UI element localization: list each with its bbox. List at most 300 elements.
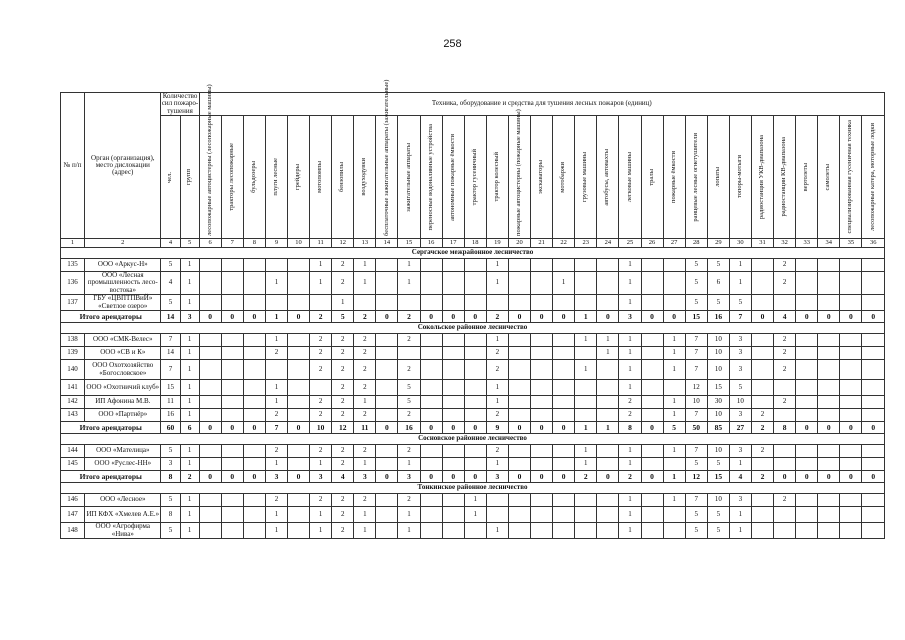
row-cell [531, 494, 553, 507]
row-cell [420, 360, 442, 380]
row-cell [818, 507, 840, 523]
header-tech-col-text: лесопожарные катера, моторные лодки [868, 123, 876, 232]
row-cell: 1 [619, 445, 641, 458]
row-cell: 1 [663, 396, 685, 409]
row-cell [464, 523, 486, 539]
row-cell [243, 396, 265, 409]
row-cell: 1 [619, 295, 641, 311]
row-cell [796, 507, 818, 523]
total-cell: 5 [663, 422, 685, 434]
row-cell [243, 347, 265, 360]
total-label: Итого арендаторы [61, 471, 161, 483]
row-cell [508, 409, 530, 422]
row-cell [862, 458, 885, 471]
total-cell: 0 [420, 311, 442, 323]
total-cell: 0 [531, 311, 553, 323]
row-cell [796, 295, 818, 311]
column-number: 29 [707, 239, 729, 248]
row-cell [774, 458, 796, 471]
row-cell [597, 380, 619, 396]
row-cell [508, 295, 530, 311]
row-number: 145 [61, 458, 85, 471]
total-cell: 0 [862, 471, 885, 483]
row-organization: ИП КФХ «Хмелев А.Е.» [85, 507, 161, 523]
row-organization: ГБУ «ЦВПТПВиЙ» «Светлое озеро» [85, 295, 161, 311]
header-organization: Орган (организация), место дислокации (адрес) [85, 93, 161, 239]
row-cell [663, 272, 685, 295]
header-tech-col [376, 79, 398, 239]
header-tech-col-text: грейдеры [294, 163, 302, 191]
row-cell: 2 [310, 360, 332, 380]
row-cell: 5 [161, 295, 180, 311]
header-tech-col [288, 116, 310, 239]
row-cell [508, 334, 530, 347]
row-cell [553, 507, 575, 523]
total-cell: 0 [221, 471, 243, 483]
column-number: 33 [796, 239, 818, 248]
row-cell [221, 380, 243, 396]
row-cell: 1 [398, 523, 420, 539]
row-cell: 1 [619, 272, 641, 295]
total-cell: 0 [862, 311, 885, 323]
row-cell: 2 [486, 445, 508, 458]
column-number: 8 [243, 239, 265, 248]
row-cell [818, 347, 840, 360]
column-number: 13 [354, 239, 376, 248]
row-cell: 1 [398, 272, 420, 295]
total-cell: 50 [685, 422, 707, 434]
row-cell [862, 360, 885, 380]
row-cell [751, 494, 773, 507]
row-cell [641, 494, 663, 507]
row-cell [442, 409, 464, 422]
row-cell [508, 272, 530, 295]
row-cell: 1 [310, 259, 332, 272]
row-cell [442, 259, 464, 272]
row-cell: 2 [486, 409, 508, 422]
row-cell [796, 409, 818, 422]
row-cell: 10 [707, 334, 729, 347]
header-tech-col [464, 116, 486, 239]
row-cell [486, 494, 508, 507]
row-cell: 2 [354, 445, 376, 458]
header-tech-col-text: экскаваторы [537, 160, 545, 194]
row-cell [575, 396, 597, 409]
header-tech-col [486, 116, 508, 239]
row-cell [663, 295, 685, 311]
page-number: 258 [443, 38, 462, 50]
row-cell: 1 [597, 334, 619, 347]
total-cell: 0 [641, 311, 663, 323]
row-number: 142 [61, 396, 85, 409]
row-cell [376, 458, 398, 471]
row-cell [818, 458, 840, 471]
row-cell [531, 272, 553, 295]
row-cell: 2 [310, 347, 332, 360]
row-cell: 1 [575, 360, 597, 380]
header-tech-col-text: плуги лесные [272, 158, 280, 196]
column-number: 14 [376, 239, 398, 248]
row-cell: 16 [161, 409, 180, 422]
header-tech-col-text: переносные водоналивные устройства [426, 123, 434, 231]
header-tech-group: Техника, оборудование и средства для тушения лесных пожаров (единиц) [199, 93, 884, 116]
table-row [61, 523, 885, 539]
row-cell [641, 259, 663, 272]
row-cell [862, 507, 885, 523]
row-cell [420, 409, 442, 422]
row-cell: 1 [354, 523, 376, 539]
total-cell: 0 [818, 471, 840, 483]
column-number: 11 [310, 239, 332, 248]
row-cell: 7 [161, 334, 180, 347]
row-cell: 5 [685, 295, 707, 311]
header-tech-col-text: бензопилы [338, 162, 346, 192]
total-cell: 0 [464, 311, 486, 323]
row-organization: ООО «СМК-Велес» [85, 334, 161, 347]
row-cell [243, 360, 265, 380]
row-cell: 1 [619, 458, 641, 471]
row-cell [575, 347, 597, 360]
row-cell: 1 [180, 409, 199, 422]
column-number: 34 [818, 239, 840, 248]
header-tech-col [862, 116, 885, 239]
row-cell: 2 [354, 334, 376, 347]
row-cell: 2 [332, 347, 354, 360]
row-cell [774, 295, 796, 311]
row-cell [531, 259, 553, 272]
column-number: 18 [464, 239, 486, 248]
row-cell: 5 [729, 380, 751, 396]
row-cell: 1 [265, 396, 287, 409]
row-cell [221, 360, 243, 380]
row-cell [818, 295, 840, 311]
row-organization: ООО «Лесная промышленность лесо-востока» [85, 272, 161, 295]
total-cell: 0 [641, 471, 663, 483]
row-cell [751, 334, 773, 347]
header-tech-col [442, 116, 464, 239]
row-cell: 30 [707, 396, 729, 409]
total-cell: 4 [774, 311, 796, 323]
row-cell [862, 445, 885, 458]
row-cell: 1 [265, 523, 287, 539]
row-cell: 1 [729, 458, 751, 471]
table-row [61, 380, 885, 396]
row-cell [288, 380, 310, 396]
header-tech-col [354, 116, 376, 239]
header-tech-col [398, 116, 420, 239]
row-cell [575, 380, 597, 396]
total-cell: 0 [553, 471, 575, 483]
row-cell [751, 380, 773, 396]
table-row [61, 334, 885, 347]
row-cell: 5 [685, 272, 707, 295]
header-tech-col-text: бесплаточные зажигательные аппараты (зажигательные) [382, 79, 390, 237]
row-cell [420, 458, 442, 471]
column-number: 21 [531, 239, 553, 248]
row-cell [597, 295, 619, 311]
header-tech-col [818, 116, 840, 239]
row-cell [796, 494, 818, 507]
header-tech-col-text: радиостанции КВ-диапазона [780, 137, 788, 217]
total-cell: 3 [486, 471, 508, 483]
row-cell [288, 272, 310, 295]
total-cell: 0 [840, 422, 862, 434]
row-cell: 1 [310, 523, 332, 539]
row-cell [818, 380, 840, 396]
total-cell: 0 [818, 422, 840, 434]
row-cell: 7 [685, 360, 707, 380]
column-number: 25 [619, 239, 641, 248]
row-cell: 3 [729, 347, 751, 360]
row-cell [288, 494, 310, 507]
row-cell: 1 [354, 507, 376, 523]
row-cell: 10 [685, 396, 707, 409]
row-cell [442, 334, 464, 347]
total-cell: 0 [862, 422, 885, 434]
row-cell [199, 347, 221, 360]
column-number: 26 [641, 239, 663, 248]
row-cell [508, 445, 530, 458]
row-cell [663, 458, 685, 471]
total-cell: 0 [751, 311, 773, 323]
row-number: 143 [61, 409, 85, 422]
table-row [61, 360, 885, 380]
row-cell [442, 445, 464, 458]
row-cell: 1 [464, 494, 486, 507]
row-cell [508, 458, 530, 471]
row-cell [442, 523, 464, 539]
table-row [61, 295, 885, 311]
row-cell [243, 295, 265, 311]
row-cell [420, 445, 442, 458]
row-cell [641, 347, 663, 360]
row-cell [508, 523, 530, 539]
row-cell [420, 334, 442, 347]
column-number: 23 [575, 239, 597, 248]
row-cell: 2 [398, 334, 420, 347]
row-cell: 7 [685, 445, 707, 458]
total-cell: 2 [354, 311, 376, 323]
row-cell: 1 [332, 295, 354, 311]
row-cell: 1 [486, 272, 508, 295]
row-cell [420, 494, 442, 507]
row-cell [641, 380, 663, 396]
row-cell: 2 [332, 458, 354, 471]
row-cell [243, 334, 265, 347]
section-title: Сосновское районное лесничество [61, 434, 885, 445]
total-cell: 2 [486, 311, 508, 323]
total-cell: 16 [398, 422, 420, 434]
row-cell: 7 [161, 360, 180, 380]
total-cell: 0 [553, 311, 575, 323]
row-cell: 2 [310, 409, 332, 422]
row-cell: 3 [161, 458, 180, 471]
row-cell [862, 396, 885, 409]
row-cell: 5 [161, 494, 180, 507]
row-cell [221, 445, 243, 458]
fire-resources-table [60, 79, 885, 539]
row-cell [818, 334, 840, 347]
row-cell [464, 409, 486, 422]
row-cell [376, 523, 398, 539]
row-cell: 5 [161, 259, 180, 272]
row-cell: 2 [332, 523, 354, 539]
row-cell [796, 523, 818, 539]
header-tech-col [221, 116, 243, 239]
row-cell: 1 [180, 380, 199, 396]
row-organization: ООО «Руслес-НН» [85, 458, 161, 471]
column-number: 35 [840, 239, 862, 248]
row-cell: 7 [685, 334, 707, 347]
row-cell [531, 458, 553, 471]
row-cell [199, 272, 221, 295]
row-cell [221, 507, 243, 523]
total-cell: 2 [180, 471, 199, 483]
row-cell: 1 [354, 272, 376, 295]
row-cell [796, 396, 818, 409]
row-cell [531, 380, 553, 396]
row-cell [796, 334, 818, 347]
total-cell: 12 [685, 471, 707, 483]
row-cell [442, 347, 464, 360]
row-cell: 1 [265, 458, 287, 471]
row-cell: 2 [332, 494, 354, 507]
row-cell [796, 458, 818, 471]
row-number: 135 [61, 259, 85, 272]
row-cell [597, 259, 619, 272]
total-cell: 2 [575, 471, 597, 483]
row-cell [641, 334, 663, 347]
row-cell [862, 259, 885, 272]
row-cell [597, 507, 619, 523]
row-cell: 1 [619, 334, 641, 347]
row-cell: 5 [398, 396, 420, 409]
row-cell [464, 334, 486, 347]
row-cell [575, 523, 597, 539]
row-cell [641, 295, 663, 311]
row-cell [553, 396, 575, 409]
row-cell [288, 334, 310, 347]
column-number: 20 [508, 239, 530, 248]
row-cell: 10 [707, 494, 729, 507]
row-cell: 1 [180, 360, 199, 380]
total-cell: 0 [840, 311, 862, 323]
row-cell: 1 [464, 507, 486, 523]
row-organization: ООО «Мателица» [85, 445, 161, 458]
row-cell [641, 360, 663, 380]
row-cell [818, 523, 840, 539]
total-cell: 0 [597, 471, 619, 483]
total-cell: 0 [288, 311, 310, 323]
column-number: 15 [398, 239, 420, 248]
row-cell: 1 [180, 507, 199, 523]
row-cell: 1 [486, 259, 508, 272]
row-cell: 2 [332, 360, 354, 380]
row-cell [486, 507, 508, 523]
row-cell [553, 458, 575, 471]
header-tech-col [685, 116, 707, 239]
row-cell [243, 523, 265, 539]
row-cell [243, 445, 265, 458]
row-cell: 1 [729, 272, 751, 295]
total-cell: 0 [288, 422, 310, 434]
row-organization: ООО «СВ и К» [85, 347, 161, 360]
total-cell: 2 [398, 311, 420, 323]
row-cell: 10 [707, 347, 729, 360]
header-tech-col [332, 116, 354, 239]
row-cell: 1 [619, 494, 641, 507]
total-label: Итого арендаторы [61, 311, 161, 323]
row-cell: 7 [685, 347, 707, 360]
column-number: 17 [442, 239, 464, 248]
row-cell [288, 347, 310, 360]
row-cell: 5 [729, 295, 751, 311]
row-cell: 5 [398, 380, 420, 396]
row-cell: 1 [310, 507, 332, 523]
section-title: Сергачское межрайонное лесничество [61, 248, 885, 259]
row-cell [818, 409, 840, 422]
row-cell [199, 445, 221, 458]
row-cell [641, 409, 663, 422]
row-cell [288, 507, 310, 523]
row-cell [464, 295, 486, 311]
row-cell: 5 [685, 507, 707, 523]
row-cell: 1 [398, 259, 420, 272]
row-cell [486, 295, 508, 311]
row-cell [464, 347, 486, 360]
column-number: 31 [751, 239, 773, 248]
row-cell [442, 295, 464, 311]
row-cell [199, 295, 221, 311]
row-number: 147 [61, 507, 85, 523]
row-cell [641, 507, 663, 523]
column-number: 24 [597, 239, 619, 248]
row-cell [575, 259, 597, 272]
row-cell [840, 380, 862, 396]
total-cell: 2 [310, 311, 332, 323]
row-cell [199, 396, 221, 409]
row-cell: 5 [161, 523, 180, 539]
total-cell: 0 [508, 311, 530, 323]
row-cell [575, 507, 597, 523]
row-cell: 2 [398, 409, 420, 422]
row-cell [442, 507, 464, 523]
row-cell [508, 259, 530, 272]
header-tech-col-text: зажигательные аппараты [404, 142, 412, 212]
row-cell [862, 409, 885, 422]
total-cell: 1 [663, 471, 685, 483]
header-tech-col-text: лопаты [713, 167, 721, 187]
row-cell: 1 [180, 494, 199, 507]
row-cell: 2 [332, 445, 354, 458]
column-number: 4 [161, 239, 180, 248]
row-number: 148 [61, 523, 85, 539]
row-cell: 2 [332, 380, 354, 396]
total-cell: 3 [619, 311, 641, 323]
row-cell: 2 [398, 494, 420, 507]
column-number: 16 [420, 239, 442, 248]
column-number: 7 [221, 239, 243, 248]
row-cell [840, 360, 862, 380]
total-cell: 0 [221, 311, 243, 323]
row-cell: 4 [161, 272, 180, 295]
total-label: Итого арендаторы [61, 422, 161, 434]
row-cell: 1 [180, 259, 199, 272]
row-cell [796, 272, 818, 295]
row-cell [818, 396, 840, 409]
row-cell [774, 507, 796, 523]
total-cell: 27 [729, 422, 751, 434]
